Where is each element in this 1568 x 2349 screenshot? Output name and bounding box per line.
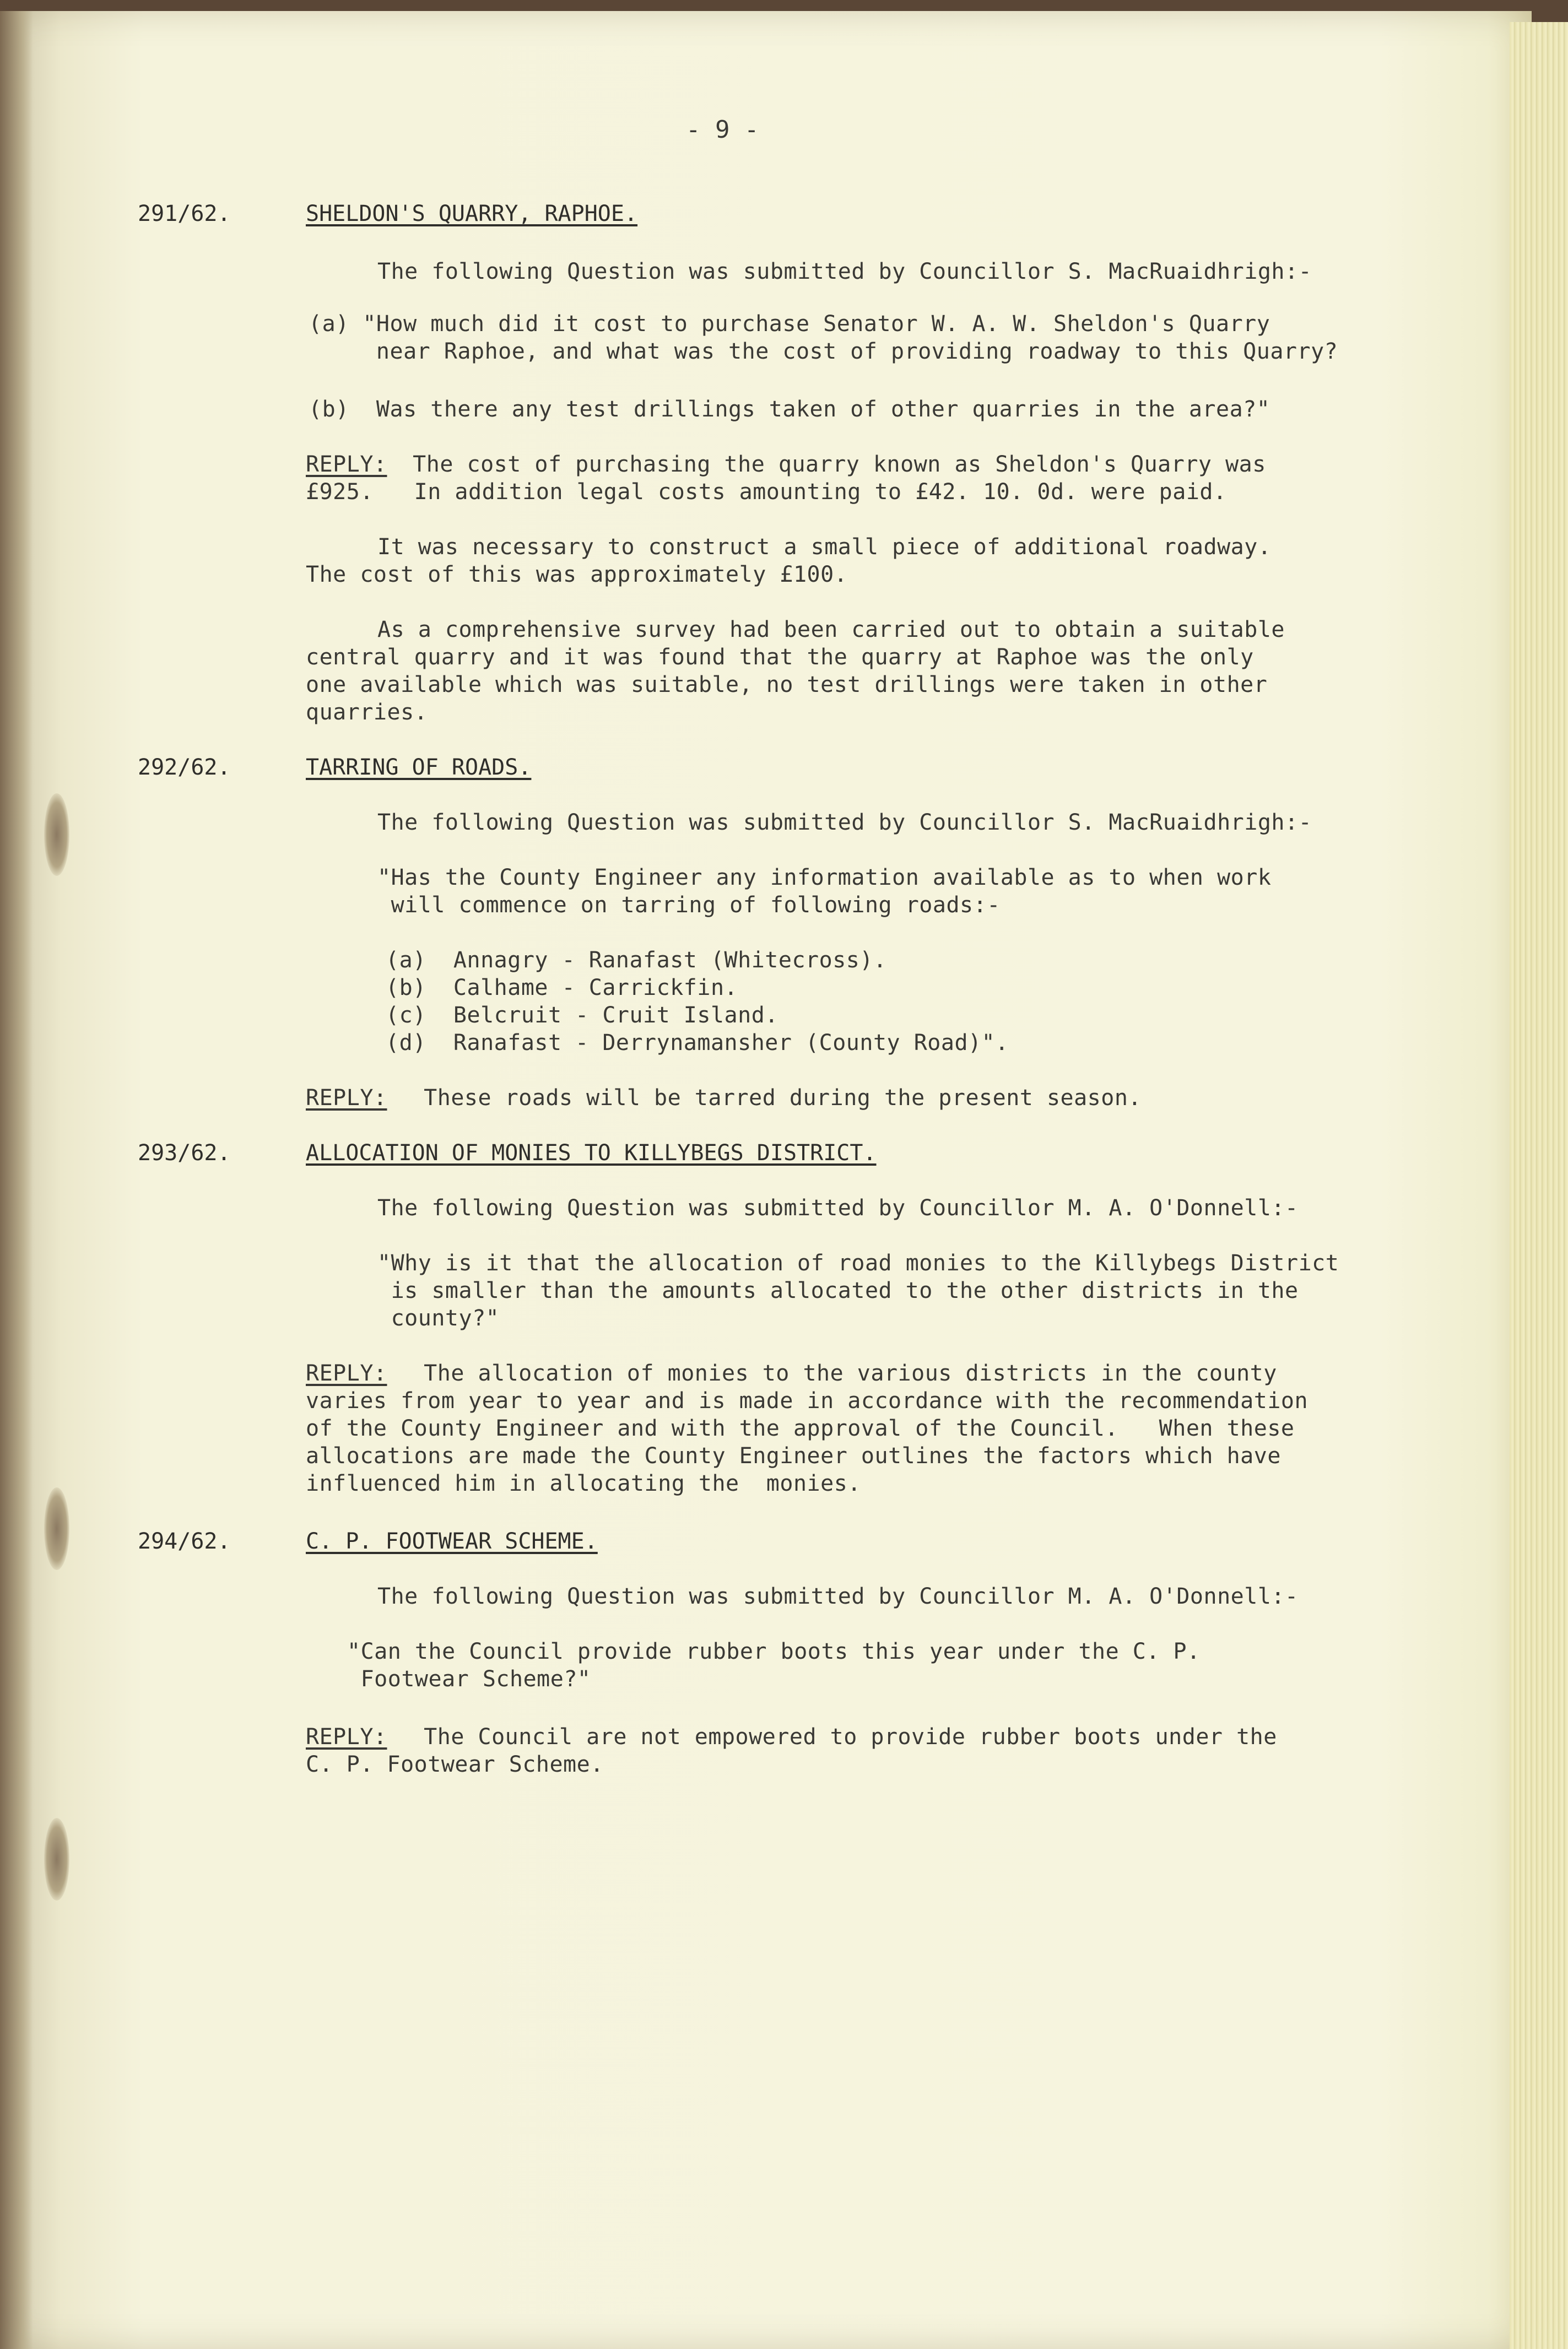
reply-label: REPLY: bbox=[306, 1724, 387, 1750]
question-text: will commence on tarring of following roads:- bbox=[377, 892, 1001, 918]
question-intro: The following Question was submitted by Councillor M. A. O'Donnell:- bbox=[377, 1195, 1299, 1221]
reply-text: The Council are not empowered to provide rubber boots under the bbox=[397, 1724, 1277, 1750]
reply-text: The allocation of monies to the various districts in the county bbox=[397, 1361, 1277, 1386]
binding-hole bbox=[44, 1487, 69, 1570]
minute-heading: SHELDON'S QUARRY, RAPHOE. bbox=[306, 201, 638, 226]
minute-number: 294/62. bbox=[138, 1529, 231, 1554]
reply-text: varies from year to year and is made in accordance with the recommendation bbox=[306, 1388, 1309, 1414]
reply-text: As a comprehensive survey had been carried out to obtain a suitable bbox=[377, 617, 1285, 642]
minute-number: 293/62. bbox=[138, 1140, 231, 1166]
question-text: "Can the Council provide rubber boots this year under the C. P. bbox=[347, 1639, 1201, 1664]
binding-hole bbox=[44, 1818, 69, 1901]
road-list-item: (c) Belcruit - Cruit Island. bbox=[386, 1003, 778, 1028]
minute-heading: TARRING OF ROADS. bbox=[306, 755, 532, 780]
reply-text: It was necessary to construct a small piece of additional roadway. bbox=[377, 534, 1272, 560]
binding-spine bbox=[0, 11, 33, 2349]
minute-heading: ALLOCATION OF MONIES TO KILLYBEGS DISTRICT. bbox=[306, 1140, 877, 1166]
question-text: (a) "How much did it cost to purchase Senator W. A. W. Sheldon's Quarry bbox=[309, 311, 1270, 337]
reply-text: of the County Engineer and with the approval of the Council. When these bbox=[306, 1416, 1295, 1441]
question-intro: The following Question was submitted by Councillor S. MacRuaidhrigh:- bbox=[377, 810, 1312, 835]
minute-heading: C. P. FOOTWEAR SCHEME. bbox=[306, 1529, 598, 1554]
question-text: "Why is it that the allocation of road monies to the Killybegs District bbox=[377, 1251, 1339, 1276]
reply-text: The cost of purchasing the quarry known as Sheldon's Quarry was bbox=[386, 452, 1266, 477]
reply-text: quarries. bbox=[306, 700, 428, 725]
road-list-item: (a) Annagry - Ranafast (Whitecross). bbox=[386, 948, 887, 973]
reply-text: C. P. Footwear Scheme. bbox=[306, 1752, 604, 1777]
reply-label: REPLY: bbox=[306, 1085, 387, 1111]
reply-text: influenced him in allocating the monies. bbox=[306, 1471, 861, 1496]
question-text: "Has the County Engineer any information available as to when work bbox=[377, 865, 1272, 890]
question-text: (b) Was there any test drillings taken of other quarries in the area?" bbox=[309, 397, 1270, 422]
page-number: - 9 - bbox=[686, 116, 759, 144]
binding-hole bbox=[44, 793, 69, 876]
page-stack-edge bbox=[1510, 22, 1568, 2349]
road-list-item: (b) Calhame - Carrickfin. bbox=[386, 975, 738, 1000]
question-text: is smaller than the amounts allocated to the other districts in the bbox=[377, 1278, 1299, 1303]
reply-text: The cost of this was approximately £100. bbox=[306, 562, 848, 587]
reply-text: allocations are made the County Engineer outlines the factors which have bbox=[306, 1443, 1281, 1469]
reply-text: central quarry and it was found that the quarry at Raphoe was the only bbox=[306, 645, 1254, 670]
reply-text: one available which was suitable, no test drillings were taken in other bbox=[306, 672, 1268, 697]
reply-text: These roads will be tarred during the present season. bbox=[397, 1085, 1142, 1111]
question-intro: The following Question was submitted by Councillor M. A. O'Donnell:- bbox=[377, 1584, 1299, 1609]
question-text: near Raphoe, and what was the cost of providing roadway to this Quarry? bbox=[309, 339, 1338, 364]
minute-number: 292/62. bbox=[138, 755, 231, 780]
reply-label: REPLY: bbox=[306, 452, 387, 477]
road-list-item: (d) Ranafast - Derrynamansher (County Road)". bbox=[386, 1030, 1009, 1056]
reply-text: £925. In addition legal costs amounting to £42. 10. 0d. were paid. bbox=[306, 479, 1227, 505]
question-text: county?" bbox=[377, 1306, 500, 1331]
question-intro: The following Question was submitted by Councillor S. MacRuaidhrigh:- bbox=[377, 259, 1312, 284]
minute-number: 291/62. bbox=[138, 201, 231, 226]
reply-label: REPLY: bbox=[306, 1361, 387, 1386]
question-text: Footwear Scheme?" bbox=[347, 1666, 591, 1692]
